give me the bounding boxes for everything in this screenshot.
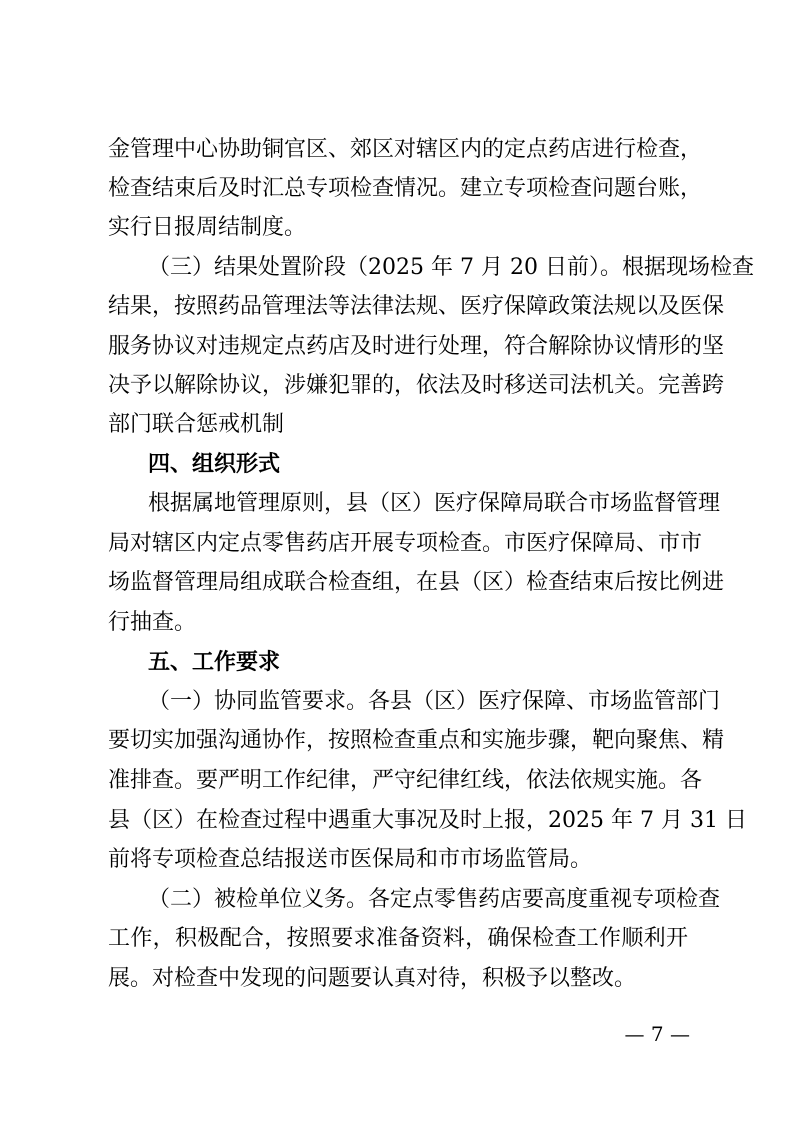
body-line: 根据属地管理原则，县（区）医疗保障局联合市场监督管理 xyxy=(148,491,721,516)
body-line: 金管理中心协助铜官区、郊区对辖区内的定点药店进行检查， xyxy=(108,137,703,162)
body-line: （一）协同监管要求。各县（区）医疗保障、市场监管部门 xyxy=(148,689,721,714)
body-line: 决予以解除协议，涉嫌犯罪的，依法及时移送司法机关。完善跨 xyxy=(108,373,725,398)
body-line: （二）被检单位义务。各定点零售药店要高度重视专项检查 xyxy=(148,887,721,912)
page-number: — 7 — xyxy=(624,1022,690,1046)
body-line: （三）结果处置阶段（2025 年 7 月 20 日前）。根据现场检查 xyxy=(148,255,754,280)
section-heading: 四、组织形式 xyxy=(148,452,281,477)
body-line: 前将专项检查总结报送市医保局和市市场监管局。 xyxy=(108,847,593,872)
body-line: 结果，按照药品管理法等法律法规、医疗保障政策法规以及医保 xyxy=(108,294,725,319)
body-line: 展。对检查中发现的问题要认真对待，积极予以整改。 xyxy=(108,966,637,991)
body-line: 要切实加强沟通协作，按照检查重点和实施步骤，靶向聚焦、精 xyxy=(108,728,725,753)
body-line: 检查结束后及时汇总专项检查情况。建立专项检查问题台账， xyxy=(108,176,703,201)
body-line: 服务协议对违规定点药店及时进行处理，符合解除协议情形的坚 xyxy=(108,334,725,359)
body-line: 场监督管理局组成联合检查组，在县（区）检查结束后按比例进 xyxy=(108,570,725,595)
section-heading: 五、工作要求 xyxy=(148,650,281,675)
body-line: 县（区）在检查过程中遇重大事况及时上报，2025 年 7 月 31 日 xyxy=(108,808,747,833)
body-line: 部门联合惩戒机制 xyxy=(108,412,285,437)
body-line: 局对辖区内定点零售药店开展专项检查。市医疗保障局、市市 xyxy=(108,531,703,556)
body-line: 工作，积极配合，按照要求准备资料，确保检查工作顺利开 xyxy=(108,926,688,951)
body-line: 实行日报周结制度。 xyxy=(108,215,307,240)
body-line: 行抽查。 xyxy=(108,610,197,635)
body-line: 准排查。要严明工作纪律，严守纪律红线，依法依规实施。各 xyxy=(108,768,703,793)
